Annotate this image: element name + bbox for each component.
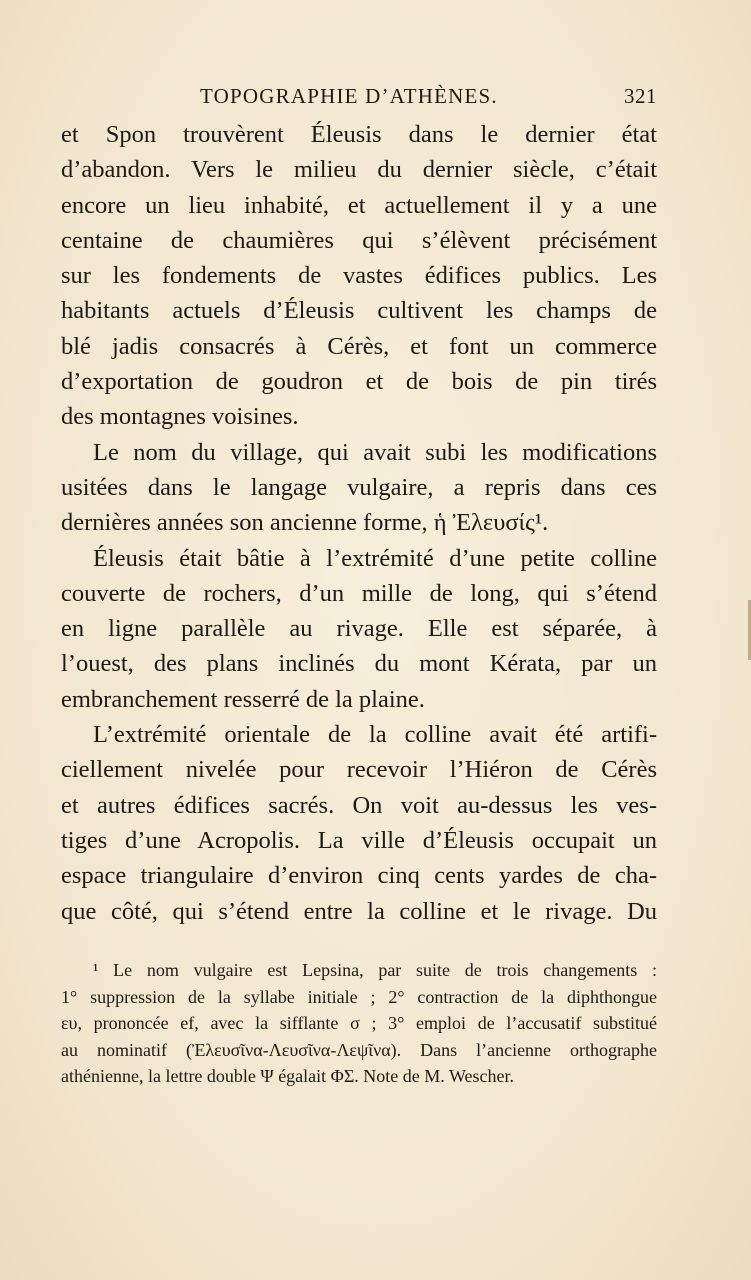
text-line: couverte de rochers, d’un mille de long, qui s’étend xyxy=(61,579,657,607)
text-line: habitants actuels d’Éleusis cultivent les champs de xyxy=(61,297,657,325)
text-line: tiges d’une Acropolis. La ville d’Éleusis occupait un xyxy=(61,826,657,854)
text-line: et Spon trouvèrent Éleusis dans le dernier état xyxy=(61,121,657,148)
text-line: Le nom du village, qui avait subi les modifications xyxy=(93,438,657,466)
footnote-line: au nominatif (Ἐλευσῖνα-Λευσῖνα-Λεψῖνα). Dans l’ancienne orthographe xyxy=(61,1039,657,1060)
running-title: TOPOGRAPHIE D’ATHÈNES. xyxy=(200,84,498,108)
text-line: L’extrémité orientale de la colline avait été artifi- xyxy=(93,721,657,749)
footnote xyxy=(61,957,657,1090)
text-line: embranchement resserré de la plaine. xyxy=(61,685,425,713)
text-line: usitées dans le langage vulgaire, a repris dans ces xyxy=(61,473,657,501)
main-text xyxy=(61,117,657,929)
footnote-line: ευ, prononcée ef, avec la sifflante σ ; 3° emploi de l’accusatif substitué xyxy=(61,1013,657,1033)
text-line: blé jadis consacrés à Cérès, et font un commerce xyxy=(61,332,657,360)
running-header xyxy=(200,84,657,114)
text-line: sur les fondements de vastes édifices publics. Les xyxy=(61,262,657,290)
text-line: Éleusis était bâtie à l’extrémité d’une petite colline xyxy=(93,544,657,572)
footnote-line: 1° suppression de la syllabe initiale ; 2° contraction de la diphthongue xyxy=(61,986,657,1007)
text-line: dernières années son ancienne forme, ἡ Ἐλευσίς¹. xyxy=(61,509,549,537)
text-line: ciellement nivelée pour recevoir l’Hiéron de Cérès xyxy=(61,756,657,784)
text-line: et autres édifices sacrés. On voit au-dessus les ves- xyxy=(61,791,657,819)
text-line: d’exportation de goudron et de bois de pin tirés xyxy=(61,368,657,396)
text-line: centaine de chaumières qui s’élèvent précisément xyxy=(61,226,657,254)
text-line: que côté, qui s’étend entre la colline et le rivage. Du xyxy=(61,897,657,925)
text-line: espace triangulaire d’environ cinq cents yardes de cha- xyxy=(61,862,657,890)
text-line: d’abandon. Vers le milieu du dernier siècle, c’était xyxy=(61,156,657,184)
text-line: en ligne parallèle au rivage. Elle est séparée, à xyxy=(61,615,657,643)
text-line: des montagnes voisines. xyxy=(61,403,299,431)
text-line: l’ouest, des plans inclinés du mont Kérata, par un xyxy=(61,650,657,678)
text-line: encore un lieu inhabité, et actuellement il y a une xyxy=(61,191,657,219)
footnote-line: athénienne, la lettre double Ψ égalait ΦΣ. Note de M. Wescher. xyxy=(61,1066,514,1086)
page-number: 321 xyxy=(624,84,657,108)
footnote-line: ¹ Le nom vulgaire est Lepsina, par suite de trois changements : xyxy=(93,960,657,980)
